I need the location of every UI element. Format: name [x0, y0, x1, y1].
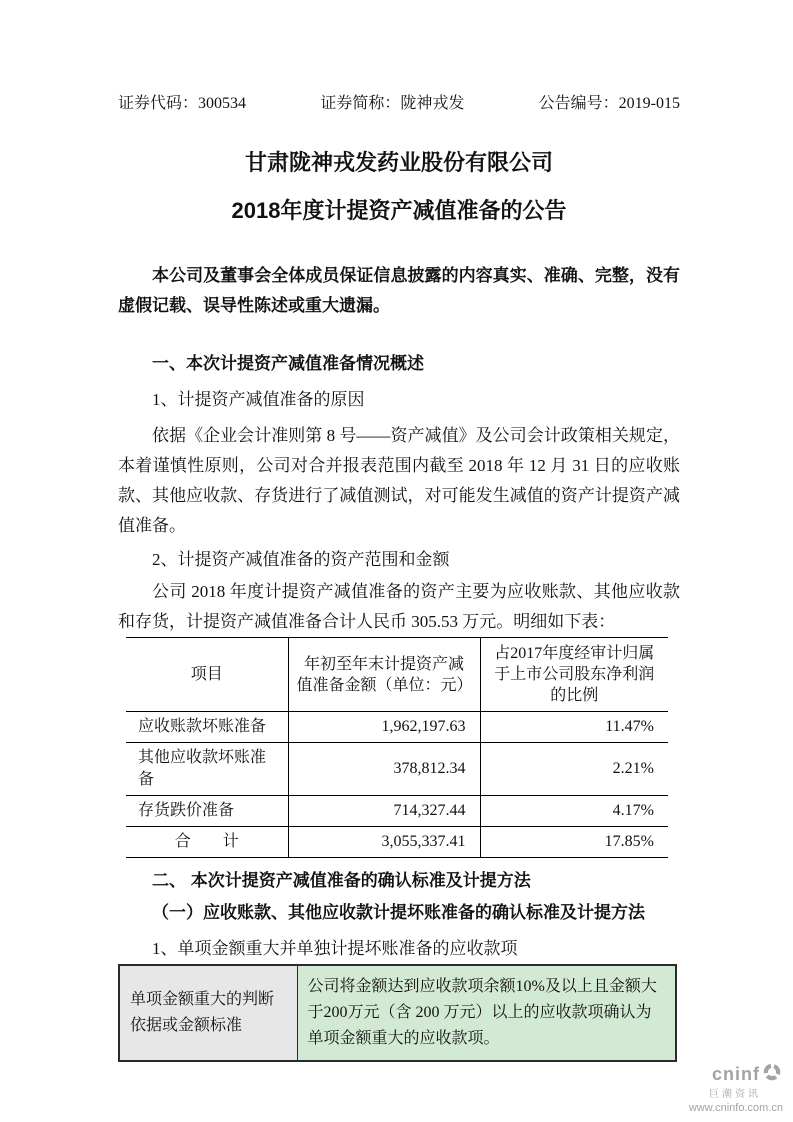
criteria-content: 公司将金额达到应收款项余额10%及以上且金额大于200万元（含 200 万元）以上的应收款项确认为单项金额重大的应收款项。: [297, 965, 676, 1061]
header-ratio: 占2017年度经审计归属于上市公司股东净利润的比例: [480, 638, 668, 712]
row-ratio: 2.21%: [480, 743, 668, 796]
notice-number: 公告编号：2019-015: [538, 95, 680, 112]
section1-item2-title: 2、计提资产减值准备的资产范围和金额: [152, 550, 450, 569]
truthfulness-declaration: 本公司及董事会全体成员保证信息披露的内容真实、准确、完整，没有虚假记载、误导性陈述或重大遗漏。: [118, 266, 680, 315]
announcement-title: 2018年度计提资产减值准备的公告: [231, 198, 567, 223]
table-total-row: [126, 827, 668, 858]
document-header: [118, 93, 680, 115]
section1-para2: 公司 2018 年度计提资产减值准备的资产主要为应收账款、其他应收款和存货，计提资产减值准备合计人民币 305.53 万元。明细如下表：: [118, 582, 680, 631]
header-item: 项目: [126, 638, 288, 712]
cninfo-chinese-name: 巨潮资讯: [709, 1088, 761, 1100]
table-row: [126, 743, 668, 796]
header-amount: 年初至年末计提资产减值准备金额（单位：元）: [288, 638, 480, 712]
table-header-row: [126, 638, 668, 712]
criteria-label: 单项金额重大的判断依据或金额标准: [119, 965, 297, 1061]
cninfo-brand-text: cninf: [712, 1063, 760, 1084]
row-ratio: 4.17%: [480, 796, 668, 827]
row-item: 存货跌价准备: [126, 796, 288, 827]
row-amount: 1,962,197.63: [288, 712, 480, 743]
row-ratio: 11.47%: [480, 712, 668, 743]
stock-name: 证券简称：陇神戎发: [320, 95, 465, 112]
pinwheel-icon: [761, 1061, 783, 1088]
section1-para1: 依据《企业会计准则第 8 号——资产减值》及公司会计政策相关规定，本着谨慎性原则，公司对合并报表范围内截至 2018 年 12 月 31 日的应收账款、其他应收款、存货进行了减值测试，对可能发生减值的资产计提资产减值准备。: [118, 426, 680, 535]
row-ratio: 17.85%: [480, 827, 668, 858]
section2-heading: 二、 本次计提资产减值准备的确认标准及计提方法: [152, 871, 531, 890]
company-title: 甘肃陇神戎发药业股份有限公司: [244, 150, 553, 175]
impairment-provision-table: [126, 637, 668, 858]
section1-heading: 一、本次计提资产减值准备情况概述: [152, 354, 424, 373]
stock-code: 证券代码：300534: [118, 95, 247, 112]
row-amount: 714,327.44: [288, 796, 480, 827]
section2-sub-heading: （一）应收账款、其他应收款计提坏账准备的确认标准及计提方法: [152, 903, 645, 922]
section1-item1-title: 1、计提资产减值准备的原因: [152, 390, 365, 409]
row-item: 合 计: [126, 827, 288, 858]
criteria-table: [118, 964, 677, 1062]
cninfo-url: www.cninfo.com.cn: [688, 1101, 783, 1114]
table-row: [126, 712, 668, 743]
section2-item1-title: 1、单项金额重大并单独计提坏账准备的应收款项: [152, 939, 518, 958]
criteria-row: [119, 965, 676, 1061]
table-row: [126, 796, 668, 827]
row-item: 其他应收款坏账准备: [126, 743, 288, 796]
row-amount: 378,812.34: [288, 743, 480, 796]
row-item: 应收账款坏账准备: [126, 712, 288, 743]
row-amount: 3,055,337.41: [288, 827, 480, 858]
cninfo-watermark: [689, 1061, 783, 1114]
